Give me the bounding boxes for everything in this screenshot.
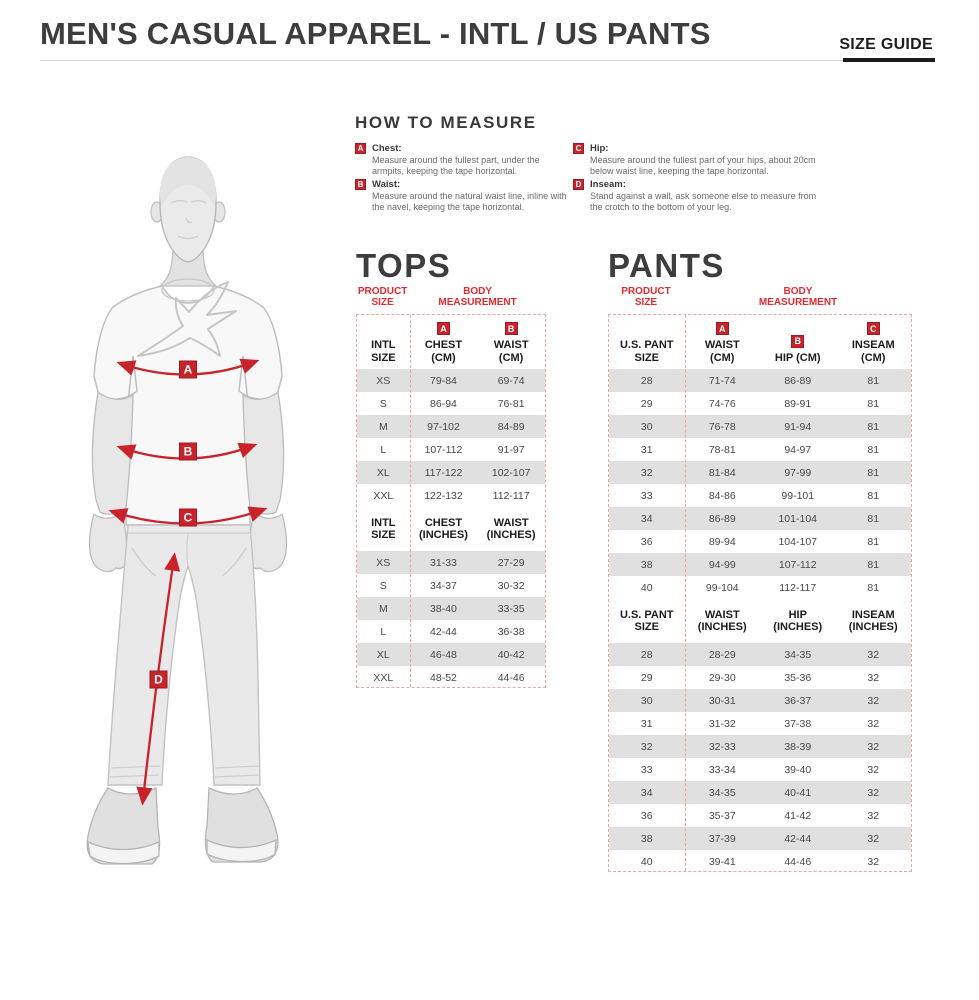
table-cell: 76-78	[708, 420, 736, 433]
table-row	[357, 369, 545, 392]
table-cell: 38	[640, 832, 653, 845]
table-row	[609, 438, 911, 461]
table-cell: 48-52	[430, 671, 457, 684]
table-row	[357, 620, 545, 643]
table-cell: 30-32	[497, 579, 525, 592]
table-row	[609, 553, 911, 576]
table-cell: 81	[867, 420, 880, 433]
table-row	[609, 712, 911, 735]
table-cell: XS	[376, 556, 391, 569]
table-cell: 86-94	[430, 397, 457, 410]
label-text: BODY MEASUREMENT	[438, 286, 517, 308]
table-cell: 84-86	[708, 489, 736, 502]
table-row	[609, 666, 911, 689]
table-cell: XS	[376, 374, 391, 387]
measure-item-text: Measure around the fullest part of your hips, about 20cm below waist line, keeping the tape horizontal.	[590, 155, 816, 176]
column-marker-b-icon: B	[505, 322, 518, 335]
table-cell: 81	[867, 535, 880, 548]
table-row	[357, 461, 545, 484]
table-cell: 34-35	[708, 786, 736, 799]
header-cell	[609, 599, 685, 643]
table-row	[357, 415, 545, 438]
table-cell: 31-32	[708, 717, 736, 730]
size-guide-underline	[843, 58, 935, 62]
table-cell: 32	[867, 671, 880, 684]
table-cell: 81-84	[708, 466, 736, 479]
table-row	[609, 530, 911, 553]
table-row	[357, 643, 545, 666]
table-cell: XXL	[373, 671, 394, 684]
column-header: INSEAM (INCHES)	[848, 608, 898, 633]
table-cell: S	[379, 579, 387, 592]
header-cell	[836, 315, 912, 369]
size-guide-label: SIZE GUIDE	[839, 36, 933, 53]
table-cell: 29	[640, 671, 653, 684]
label-text: BODY MEASUREMENT	[758, 286, 838, 308]
table-cell: 31	[640, 443, 653, 456]
pants-cm-header-row	[609, 315, 911, 369]
table-cell: 35-36	[784, 671, 812, 684]
table-cell: 81	[867, 581, 880, 594]
table-cell: XXL	[373, 489, 394, 502]
table-cell: 27-29	[497, 556, 525, 569]
table-cell: 36	[640, 535, 653, 548]
figure-pants	[108, 525, 260, 785]
measure-item-inseam	[573, 179, 823, 212]
table-cell: 89-91	[784, 397, 812, 410]
table-cell: 91-97	[497, 443, 525, 456]
table-cell: 91-94	[784, 420, 812, 433]
figure-marker-d: D	[154, 672, 163, 687]
table-cell: 86-89	[784, 374, 812, 387]
table-cell: 107-112	[424, 443, 463, 456]
table-cell: 31-33	[430, 556, 457, 569]
table-cell: 32-33	[708, 740, 736, 753]
table-cell: 122-132	[424, 489, 463, 502]
header-cell	[685, 599, 761, 643]
column-header: WAIST (INCHES)	[697, 608, 747, 633]
header-cell	[760, 315, 836, 369]
table-cell: 81	[867, 397, 880, 410]
table-row	[609, 781, 911, 804]
table-cell: XL	[376, 466, 390, 479]
measurement-figure	[70, 140, 310, 880]
tops-title: TOPS	[356, 247, 452, 284]
table-cell: 40-41	[784, 786, 812, 799]
table-cell: 28	[640, 648, 653, 661]
table-cell: 101-104	[778, 512, 818, 525]
table-cell: 35-37	[708, 809, 736, 822]
table-cell: 32	[867, 648, 880, 661]
table-cell: 28	[640, 374, 653, 387]
table-row	[357, 551, 545, 574]
header-cell	[609, 315, 685, 369]
tops-product-size-label	[356, 286, 409, 308]
table-cell: S	[379, 397, 387, 410]
table-cell: 40-42	[497, 648, 525, 661]
table-cell: 38	[640, 558, 653, 571]
table-row	[357, 666, 545, 689]
column-header: INTL SIZE	[371, 516, 396, 541]
table-row	[357, 392, 545, 415]
table-cell: 32	[867, 786, 880, 799]
table-cell: 38-39	[784, 740, 812, 753]
table-cell: 102-107	[491, 466, 531, 479]
table-cell: 38-40	[430, 602, 457, 615]
table-row	[609, 415, 911, 438]
table-cell: 46-48	[430, 648, 457, 661]
table-cell: XL	[376, 648, 390, 661]
table-row	[357, 438, 545, 461]
table-row	[609, 484, 911, 507]
table-row	[609, 689, 911, 712]
table-row	[357, 597, 545, 620]
table-cell: 36-37	[784, 694, 812, 707]
table-cell: 32	[867, 809, 880, 822]
table-cell: 99-104	[705, 581, 739, 594]
measure-item-label: Inseam:	[590, 179, 626, 190]
table-cell: 37-38	[784, 717, 812, 730]
table-cell: 69-74	[497, 374, 525, 387]
column-header: HIP (CM)	[774, 351, 821, 364]
table-cell: 34	[640, 786, 653, 799]
table-cell: 107-112	[778, 558, 817, 571]
measure-item-label: Waist:	[372, 179, 401, 190]
table-row	[609, 461, 911, 484]
table-cell: 71-74	[708, 374, 736, 387]
table-cell: 104-107	[778, 535, 818, 548]
pants-body-measurement-label	[684, 286, 912, 308]
table-cell: 112-117	[492, 489, 530, 502]
table-cell: 36	[640, 809, 653, 822]
figure-marker-b: B	[183, 444, 193, 459]
table-row	[609, 392, 911, 415]
column-marker-c-icon: C	[867, 322, 880, 335]
table-cell: 44-46	[784, 855, 812, 868]
pants-inches-body	[609, 643, 911, 873]
tops-table	[356, 314, 546, 688]
header-cell	[410, 315, 478, 369]
table-cell: 32	[867, 855, 880, 868]
tops-column-divider	[410, 315, 411, 687]
table-cell: 81	[867, 374, 880, 387]
measure-item-label: Chest:	[372, 143, 402, 154]
table-cell: 97-99	[784, 466, 812, 479]
table-cell: 84-89	[497, 420, 525, 433]
table-cell: 39-41	[708, 855, 736, 868]
tops-table-labels	[356, 286, 546, 308]
figure-shoes	[87, 788, 278, 864]
table-cell: 32	[867, 694, 880, 707]
table-cell: 32	[867, 832, 880, 845]
table-cell: 42-44	[784, 832, 812, 845]
pants-product-size-label	[608, 286, 684, 308]
table-cell: 32	[867, 717, 880, 730]
table-row	[609, 758, 911, 781]
column-marker-a-icon: A	[716, 322, 729, 335]
table-cell: 34	[640, 512, 653, 525]
table-cell: 29	[640, 397, 653, 410]
header-cell	[685, 315, 761, 369]
header-cell	[357, 507, 410, 551]
column-header: INSEAM (CM)	[851, 339, 895, 364]
table-cell: 34-37	[430, 579, 457, 592]
chest-marker-icon: A	[355, 143, 366, 154]
measure-item-text: Stand against a wall, ask someone else to measure from the crotch to the bottom of your leg.	[590, 191, 817, 212]
table-cell: 81	[867, 466, 880, 479]
table-row	[609, 804, 911, 827]
header-cell	[477, 507, 545, 551]
table-cell: 33	[640, 489, 653, 502]
label-text: PRODUCT SIZE	[357, 286, 408, 308]
waist-marker-icon: B	[355, 179, 366, 190]
table-row	[609, 369, 911, 392]
table-cell: 44-46	[497, 671, 525, 684]
measure-item-chest	[355, 143, 573, 176]
hip-marker-icon: C	[573, 143, 584, 154]
table-cell: 86-89	[708, 512, 736, 525]
column-marker-b-icon: B	[791, 335, 804, 348]
table-cell: 81	[867, 489, 880, 502]
column-header: CHEST (CM)	[424, 339, 463, 364]
table-cell: 112-117	[779, 581, 817, 594]
table-cell: 89-94	[708, 535, 736, 548]
table-cell: 32	[640, 466, 653, 479]
table-cell: 37-39	[708, 832, 736, 845]
header-cell	[477, 315, 545, 369]
table-cell: 36-38	[497, 625, 525, 638]
table-row	[609, 850, 911, 873]
measure-item-text: Measure around the natural waist line, inline with the navel, keeping the tape horizontal.	[372, 191, 567, 212]
column-marker-a-icon: A	[437, 322, 450, 335]
pants-inches-header-row	[609, 599, 911, 643]
table-cell: 74-76	[708, 397, 736, 410]
header-cell	[357, 315, 410, 369]
measure-item-hip	[573, 143, 823, 176]
table-row	[609, 576, 911, 599]
table-cell: 32	[867, 740, 880, 753]
tops-cm-header-row	[357, 315, 545, 369]
table-cell: 41-42	[784, 809, 812, 822]
table-cell: 81	[867, 512, 880, 525]
column-header: WAIST (CM)	[704, 339, 740, 364]
column-header: U.S. PANT SIZE	[619, 339, 674, 364]
figure-marker-a: A	[183, 362, 193, 377]
table-cell: 81	[867, 558, 880, 571]
table-cell: 31	[640, 717, 653, 730]
table-row	[357, 574, 545, 597]
column-header: U.S. PANT SIZE	[619, 608, 674, 633]
table-cell: 94-99	[708, 558, 736, 571]
table-cell: 32	[640, 740, 653, 753]
table-cell: 30	[640, 694, 653, 707]
table-row	[609, 507, 911, 530]
how-to-measure-title: HOW TO MEASURE	[355, 113, 537, 132]
how-to-measure-section	[355, 113, 825, 215]
column-header: CHEST (INCHES)	[419, 516, 468, 541]
tops-inches-header-row	[357, 507, 545, 551]
table-cell: 33-35	[497, 602, 525, 615]
table-cell: 34-35	[784, 648, 812, 661]
table-cell: 30	[640, 420, 653, 433]
table-cell: L	[380, 625, 387, 638]
table-cell: 42-44	[430, 625, 457, 638]
table-row	[609, 643, 911, 666]
header-cell	[836, 599, 912, 643]
measure-item-label: Hip:	[590, 143, 609, 154]
table-cell: 97-102	[427, 420, 460, 433]
table-cell: 33-34	[708, 763, 736, 776]
label-text: PRODUCT SIZE	[621, 286, 671, 308]
pants-table	[608, 314, 912, 872]
table-cell: 32	[867, 763, 880, 776]
figure-marker-c: C	[183, 510, 193, 525]
header-divider	[40, 60, 935, 61]
header-cell	[410, 507, 478, 551]
table-cell: 29-30	[708, 671, 736, 684]
table-cell: 30-31	[708, 694, 736, 707]
table-row	[609, 735, 911, 758]
header-cell	[760, 599, 836, 643]
table-row	[609, 827, 911, 850]
table-cell: M	[378, 420, 388, 433]
table-row	[357, 484, 545, 507]
column-header: WAIST (CM)	[493, 339, 529, 364]
measure-item-waist	[355, 179, 573, 212]
table-cell: 99-101	[781, 489, 815, 502]
table-cell: M	[378, 602, 388, 615]
tops-body-measurement-label	[409, 286, 546, 308]
table-cell: 81	[867, 443, 880, 456]
table-cell: 79-84	[430, 374, 457, 387]
table-cell: 78-81	[708, 443, 736, 456]
tops-cm-body	[357, 369, 545, 507]
table-cell: 40	[640, 855, 653, 868]
column-header: HIP (INCHES)	[773, 608, 823, 633]
table-cell: 39-40	[784, 763, 812, 776]
table-cell: 94-97	[784, 443, 812, 456]
table-cell: 76-81	[497, 397, 525, 410]
measure-item-text: Measure around the fullest part, under the armpits, keeping the tape horizontal.	[372, 155, 540, 176]
page-title: MEN'S CASUAL APPAREL - INTL / US PANTS	[40, 16, 711, 51]
pants-cm-body	[609, 369, 911, 599]
table-cell: 33	[640, 763, 653, 776]
table-cell: 117-122	[424, 466, 463, 479]
table-cell: L	[380, 443, 387, 456]
table-cell: 28-29	[708, 648, 736, 661]
table-cell: 40	[640, 581, 653, 594]
pants-column-divider	[685, 315, 686, 871]
column-header: WAIST (INCHES)	[486, 516, 536, 541]
inseam-marker-icon: D	[573, 179, 584, 190]
column-header: INTL SIZE	[371, 339, 396, 364]
pants-title: PANTS	[608, 247, 725, 284]
pants-table-labels	[608, 286, 912, 308]
tops-inches-body	[357, 551, 545, 689]
